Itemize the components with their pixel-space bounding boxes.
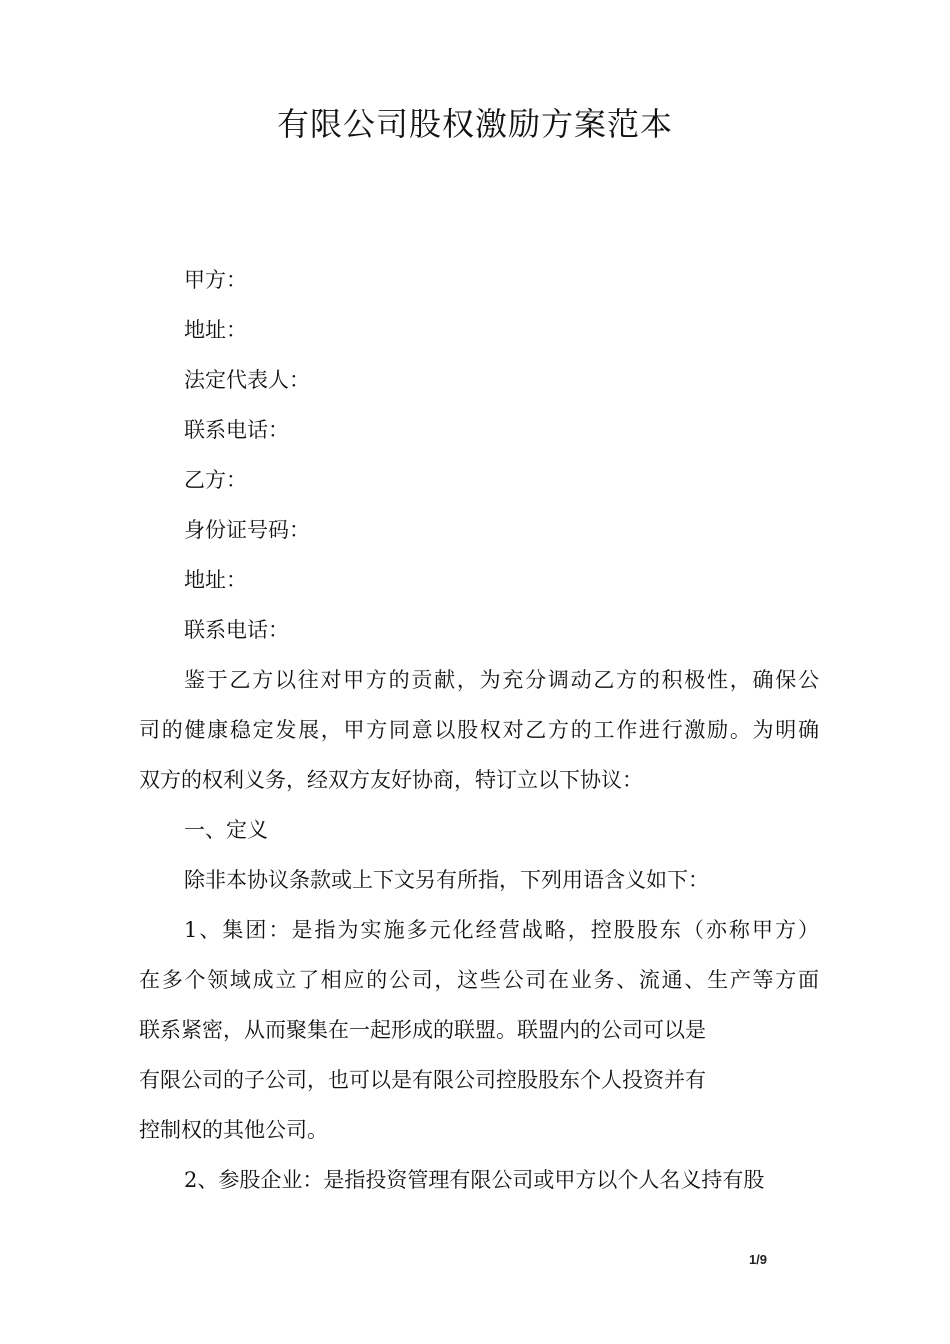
- item1-line-3: 联系紧密，从而聚集在一起形成的联盟。联盟内的公司可以是: [139, 1018, 706, 1042]
- field-id-number: 身份证号码：: [184, 518, 310, 542]
- section-heading-definitions: 一、定义: [184, 818, 268, 842]
- item1-line-1: 1、集团：是指为实施多元化经营战略，控股股东（亦称甲方）: [184, 918, 819, 942]
- field-address-b: 地址：: [184, 568, 247, 592]
- field-phone-a: 联系电话：: [184, 418, 289, 442]
- field-legal-representative: 法定代表人：: [184, 368, 310, 392]
- field-party-a: 甲方：: [184, 268, 247, 292]
- item2-line-1: 2、参股企业：是指投资管理有限公司或甲方以个人名义持有股: [184, 1168, 765, 1192]
- item1-line-2: 在多个领域成立了相应的公司，这些公司在业务、流通、生产等方面: [139, 968, 819, 992]
- item1-line-4: 有限公司的子公司，也可以是有限公司控股股东个人投资并有: [139, 1068, 706, 1092]
- page-number: 1/9: [748, 1252, 768, 1267]
- field-phone-b: 联系电话：: [184, 618, 289, 642]
- intro-line-2: 司的健康稳定发展，甲方同意以股权对乙方的工作进行激励。为明确: [139, 718, 819, 742]
- item1-line-5: 控制权的其他公司。: [139, 1118, 328, 1142]
- intro-line-1: 鉴于乙方以往对甲方的贡献，为充分调动乙方的积极性，确保公: [184, 668, 819, 692]
- field-party-b: 乙方：: [184, 468, 247, 492]
- intro-line-3: 双方的权利义务，经双方友好协商，特订立以下协议：: [139, 768, 643, 792]
- document-body: [139, 255, 819, 1205]
- definition-lead: 除非本协议条款或上下文另有所指，下列用语含义如下：: [184, 868, 709, 892]
- document-title: 有限公司股权激励方案范本: [276, 105, 673, 143]
- field-address-a: 地址：: [184, 318, 247, 342]
